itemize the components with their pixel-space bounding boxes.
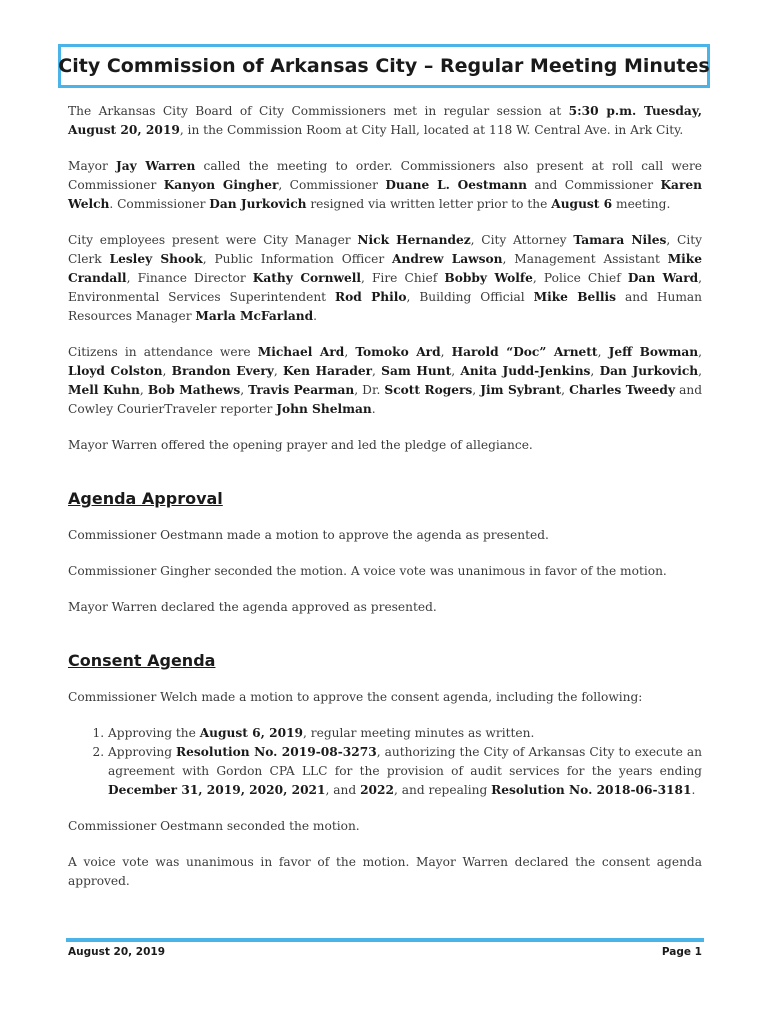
list-item: 1. Approving the August 6, 2019, regular meeting minutes as written. [108, 724, 702, 743]
consent-agenda-list [68, 724, 702, 800]
consent-agenda-declared: A voice vote was unanimous in favor of the motion. Mayor Warren declared the consent agenda approved. [68, 855, 702, 888]
consent-agenda-motion: Commissioner Welch made a motion to approve the consent agenda, including the following: [68, 690, 643, 704]
section-heading-agenda-approval: Agenda Approval [68, 489, 223, 508]
agenda-approval-second: Commissioner Gingher seconded the motion. A voice vote was unanimous in favor of the motion. [68, 564, 667, 578]
intro-paragraph-prayer: Mayor Warren offered the opening prayer and led the pledge of allegiance. [68, 438, 533, 452]
intro-paragraph-session: The Arkansas City Board of City Commissioners met in regular session at 5:30 p.m. Tuesday, August 20, 2019, in the Commission Room at City Hall, located at 118 W. Central Ave. in Ark City. [68, 104, 702, 137]
intro-paragraph-roll-call: Mayor Jay Warren called the meeting to order. Commissioners also present at roll call were Commissioner Kanyon Gingher, Commissioner Duane L. Oestmann and Commissioner Karen Welch. Commissioner Dan Jurkovich resigned via written letter prior to the August 6 meeting. [68, 159, 702, 211]
intro-paragraph-employees: City employees present were City Manager Nick Hernandez, City Attorney Tamara Niles, City Clerk Lesley Shook, Public Information Officer Andrew Lawson, Management Assistant Mike Crandall, Finance Director Kathy Cornwell, Fire Chief Bobby Wolfe, Police Chief Dan Ward, Environmental Services Superintendent Rod Philo, Building Official Mike Bellis and Human Resources Manager Marla McFarland. [68, 233, 703, 323]
footer-divider [66, 938, 704, 942]
minutes-body [68, 102, 702, 908]
footer-date: August 20, 2019 [68, 946, 165, 958]
list-item: 2. Approving Resolution No. 2019-08-3273, authorizing the City of Arkansas City to execute an agreement with Gordon CPA LLC for the provision of audit services for the years ending December 31, 2019, 2020, 2021, and 2022, and repealing Resolution No. 2018-06-3181. [108, 743, 702, 800]
footer-page-number: Page 1 [661, 946, 702, 958]
section-heading-consent-agenda: Consent Agenda [68, 651, 216, 670]
title-box [58, 44, 710, 88]
page-title: City Commission of Arkansas City – Regular Meeting Minutes [58, 55, 710, 77]
agenda-approval-declared: Mayor Warren declared the agenda approved as presented. [68, 600, 437, 614]
intro-paragraph-citizens: Citizens in attendance were Michael Ard, Tomoko Ard, Harold “Doc” Arnett, Jeff Bowman, Lloyd Colston, Brandon Every, Ken Harader, Sam Hunt, Anita Judd-Jenkins, Dan Jurkovich, Mell Kuhn, Bob Mathews, Travis Pearman, Dr. Scott Rogers, Jim Sybrant, Charles Tweedy and Cowley CourierTraveler reporter John Shelman. [68, 345, 703, 416]
consent-agenda-second: Commissioner Oestmann seconded the motion. [68, 819, 360, 833]
agenda-approval-motion: Commissioner Oestmann made a motion to approve the agenda as presented. [68, 528, 549, 542]
